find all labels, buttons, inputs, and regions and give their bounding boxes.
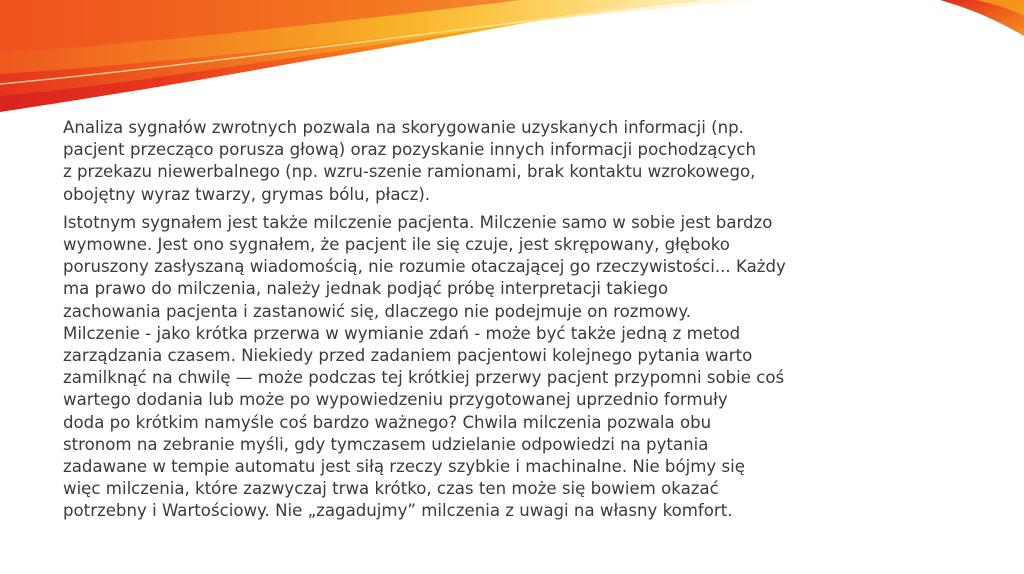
paragraph-patient-silence: Istotnym sygnałem jest także milczenie pacjenta. Milczenie samo w sobie jest bardzo wymowne. Jest ono sygnałem, że pacjent ile się czuje, jest skrępowany, głęboko poruszony zasłyszaną wiadomością, nie rozumie otaczającej go rzeczywistości... Każdy ma prawo do milczenia, należy jednak podjąć próbę interpretacji takiego zachowania pacjenta i zastanowić się, dlaczego nie podejmuje on rozmowy. Milczenie - jako krótka przerwa w wymianie zdań - może być także jedną z metod zarządzania czasem. Niekiedy przed zadaniem pacjentowi kolejnego pytania warto zamilknąć na chwilę — może podczas tej krótkiej przerwy pacjent przypomni sobie coś wartego dodania lub może po wypowiedzeniu przygotowanej uprzednio formuły doda po krótkim namyśle coś bardzo ważnego? Chwila milczenia pozwala obu stronom na zebranie myśli, gdy tymczasem udzielanie odpowiedzi na pytania zadawane w tempie automatu jest siłą rzeczy szybkie i machinalne. Nie bójmy się więc milczenia, które zazwyczaj trwa krótko, czas ten może się bowiem okazać potrzebny i Wartościowy. Nie „zagadujmy” milczenia z uwagi na własny komfort. [63, 212, 786, 521]
slide-body [63, 117, 978, 523]
paragraph-feedback-signals: Analiza sygnałów zwrotnych pozwala na skorygowanie uzyskanych informacji (np. pacjent przecząco porusza głową) oraz pozyskanie innych informacji pochodzących z przekazu niewerbalnego (np. wzru-szenie ramionami, brak kontaktu wzrokowego, obojętny wyraz twarzy, grymas bólu, płacz). [63, 118, 757, 204]
decorative-wave-banner [0, 0, 1024, 130]
